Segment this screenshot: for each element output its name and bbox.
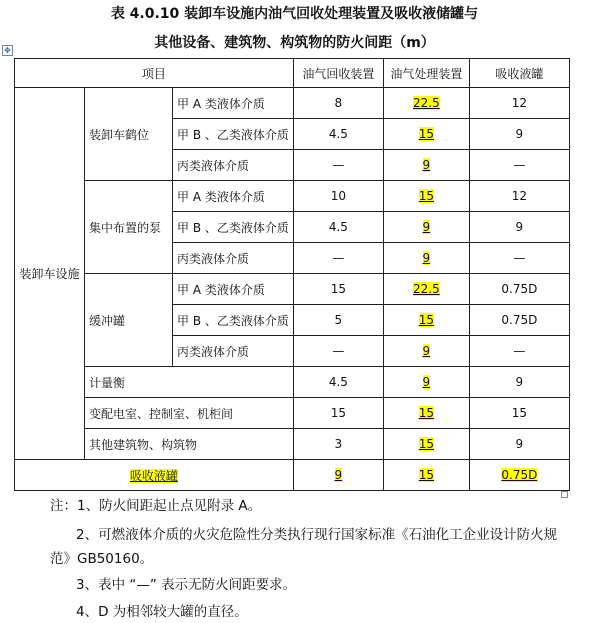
cell: 9 bbox=[469, 367, 569, 398]
cell-highlight: 9 bbox=[293, 460, 383, 491]
cell-highlight: 15 bbox=[383, 398, 469, 429]
row-label-meter: 计量衡 bbox=[85, 367, 294, 398]
note-2-continued: 范》GB50160。 bbox=[50, 551, 154, 567]
note-1: 注：1、防火间距起止点见附录 A。 bbox=[50, 498, 262, 514]
cell-highlight: 15 bbox=[383, 119, 469, 150]
table-row bbox=[15, 88, 570, 119]
cell: 4.5 bbox=[293, 212, 383, 243]
note-2: 2、可燃液体介质的火灾危险性分类执行现行国家标准《石油化工企业设计防火规 bbox=[76, 527, 558, 543]
cell: — bbox=[469, 336, 569, 367]
liquid-label: 甲 B 、乙类液体介质 bbox=[173, 305, 294, 336]
cell-highlight: 15 bbox=[383, 429, 469, 460]
group-label: 装卸车设施 bbox=[15, 88, 85, 460]
liquid-label: 甲 B 、乙类液体介质 bbox=[173, 212, 294, 243]
header-item: 项目 bbox=[15, 59, 294, 88]
liquid-label: 丙类液体介质 bbox=[173, 150, 294, 181]
liquid-label: 丙类液体介质 bbox=[173, 243, 294, 274]
note-3: 3、表中 “—” 表示无防火间距要求。 bbox=[76, 577, 297, 593]
table-resize-handle[interactable] bbox=[561, 491, 568, 498]
row-label-buildings: 其他建筑物、构筑物 bbox=[85, 429, 294, 460]
sub-label-buffer: 缓冲罐 bbox=[85, 274, 173, 367]
cell-highlight: 9 bbox=[383, 336, 469, 367]
cell: — bbox=[469, 150, 569, 181]
cell: 4.5 bbox=[293, 367, 383, 398]
row-label-substation: 变配电室、控制室、机柜间 bbox=[85, 398, 294, 429]
cell: 10 bbox=[293, 181, 383, 212]
cell: — bbox=[293, 150, 383, 181]
cell: 0.75D bbox=[469, 274, 569, 305]
table-header-row bbox=[15, 59, 570, 88]
header-processing: 油气处理装置 bbox=[383, 59, 469, 88]
note-4: 4、D 为相邻较大罐的直径。 bbox=[76, 604, 248, 620]
cell-highlight: 9 bbox=[383, 367, 469, 398]
cell: — bbox=[293, 336, 383, 367]
table-title-line1: 表 4.0.10 装卸车设施内油气回收处理装置及吸收液储罐与 bbox=[110, 6, 479, 22]
cell-highlight: 9 bbox=[383, 212, 469, 243]
table-row bbox=[15, 367, 570, 398]
cell: 9 bbox=[469, 429, 569, 460]
cell: 15 bbox=[293, 274, 383, 305]
cell: 15 bbox=[293, 398, 383, 429]
cell: — bbox=[293, 243, 383, 274]
sub-label-pump: 集中布置的泵 bbox=[85, 181, 173, 274]
cell: 12 bbox=[469, 88, 569, 119]
cell: 15 bbox=[469, 398, 569, 429]
cell-highlight: 15 bbox=[383, 305, 469, 336]
cell: 4.5 bbox=[293, 119, 383, 150]
table-row bbox=[15, 274, 570, 305]
table-title-line2: 其他设备、建筑物、构筑物的防火间距（m） bbox=[154, 35, 435, 51]
cell: 3 bbox=[293, 429, 383, 460]
cell: 9 bbox=[469, 212, 569, 243]
header-absorb: 吸收液罐 bbox=[469, 59, 569, 88]
table-row bbox=[15, 398, 570, 429]
header-recovery: 油气回收装置 bbox=[293, 59, 383, 88]
table-row bbox=[15, 460, 570, 491]
cell: — bbox=[469, 243, 569, 274]
fire-distance-table bbox=[14, 58, 570, 491]
cell-highlight: 9 bbox=[383, 243, 469, 274]
cell: 9 bbox=[469, 119, 569, 150]
cell-highlight: 9 bbox=[383, 150, 469, 181]
cell-highlight: 22.5 bbox=[383, 274, 469, 305]
cell: 12 bbox=[469, 181, 569, 212]
liquid-label: 甲 A 类液体介质 bbox=[173, 274, 294, 305]
table-row bbox=[15, 429, 570, 460]
liquid-label: 甲 A 类液体介质 bbox=[173, 88, 294, 119]
liquid-label: 丙类液体介质 bbox=[173, 336, 294, 367]
row-label-absorb-tank: 吸收液罐 bbox=[15, 460, 294, 491]
liquid-label: 甲 B 、乙类液体介质 bbox=[173, 119, 294, 150]
cell-highlight: 15 bbox=[383, 181, 469, 212]
cell: 5 bbox=[293, 305, 383, 336]
table-move-handle-icon[interactable]: ✥ bbox=[2, 45, 13, 56]
table-row bbox=[15, 181, 570, 212]
sub-label-crane: 装卸车鹤位 bbox=[85, 88, 173, 181]
liquid-label: 甲 A 类液体介质 bbox=[173, 181, 294, 212]
cell-highlight: 15 bbox=[383, 460, 469, 491]
cell: 0.75D bbox=[469, 305, 569, 336]
cell: 8 bbox=[293, 88, 383, 119]
cell-highlight: 22.5 bbox=[383, 88, 469, 119]
cell-highlight: 0.75D bbox=[469, 460, 569, 491]
